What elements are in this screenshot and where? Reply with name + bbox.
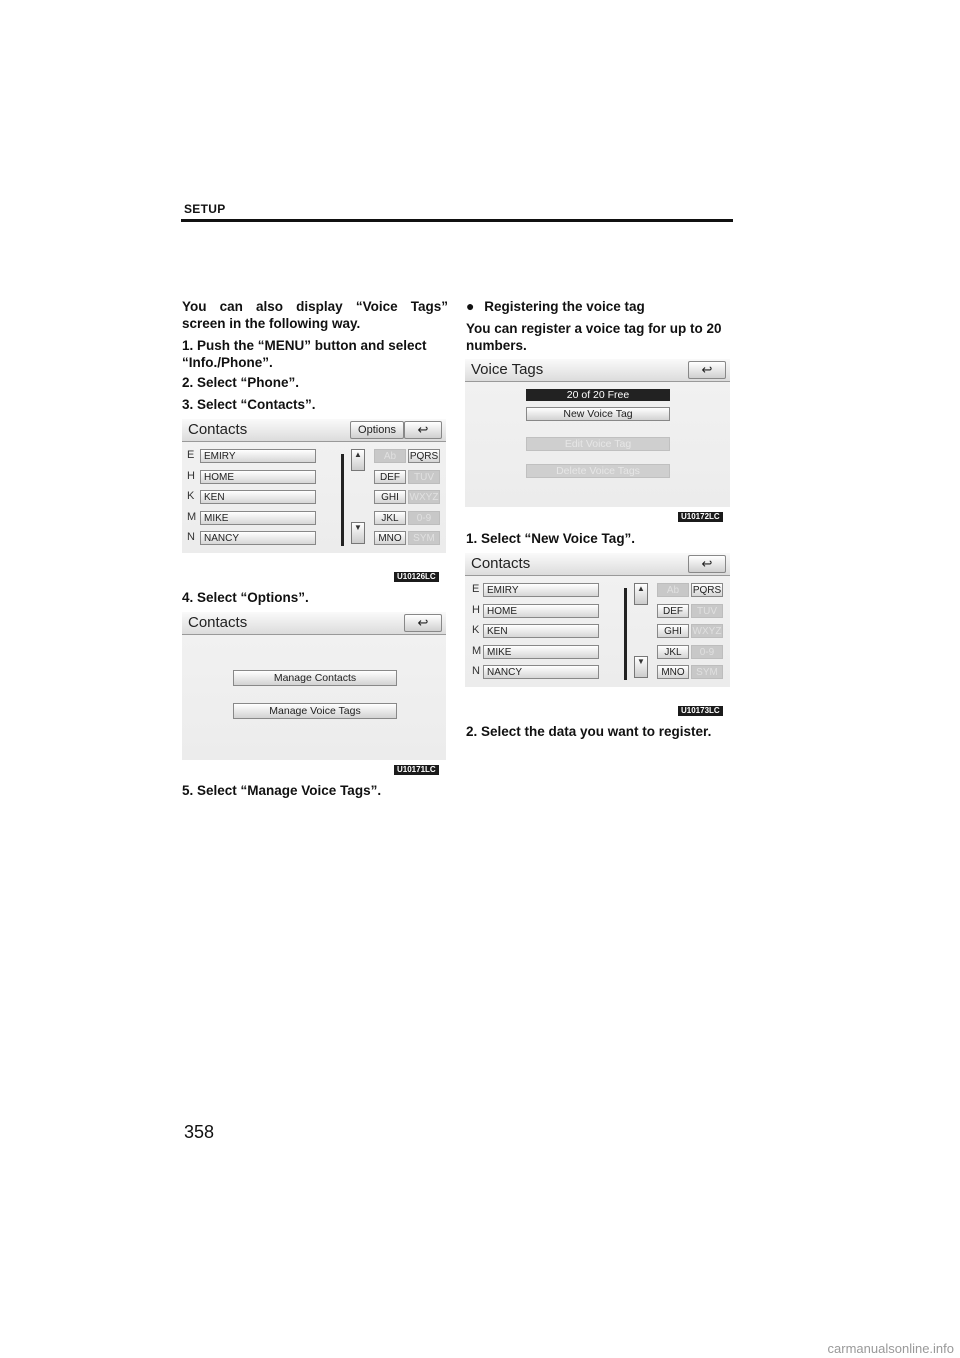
scroll-track [624, 588, 627, 680]
delete-voice-tags-button[interactable]: Delete Voice Tags [526, 464, 670, 478]
screen-contacts-options [182, 419, 446, 553]
contact-entry-home[interactable]: HOME [200, 470, 316, 484]
scroll-up-icon[interactable]: ▲ [634, 583, 648, 605]
figure-code: U10171LC [394, 765, 439, 775]
key-jkl[interactable]: JKL [374, 511, 406, 525]
screen-title: Contacts [471, 555, 531, 572]
key-def[interactable]: DEF [374, 470, 406, 484]
left-step1: 1. Push the “MENU” button and select “Info./Phone”. [182, 338, 427, 370]
index-letter: H [472, 604, 480, 616]
edit-voice-tag-button[interactable]: Edit Voice Tag [526, 437, 670, 451]
titlebar [182, 612, 446, 635]
key-sym[interactable]: SYM [408, 531, 440, 545]
key-ab[interactable]: Ab [657, 583, 689, 597]
scroll-up-icon[interactable]: ▲ [351, 449, 365, 471]
key-jkl[interactable]: JKL [657, 645, 689, 659]
key-ghi[interactable]: GHI [374, 490, 406, 504]
options-button[interactable]: Options [350, 421, 404, 439]
contact-entry-mike[interactable]: MIKE [483, 645, 599, 659]
contact-entry-emiry[interactable]: EMIRY [200, 449, 316, 463]
key-wxyz[interactable]: WXYZ [409, 492, 439, 503]
figure-code: U10126LC [394, 572, 439, 582]
key-wxyz[interactable]: WXYZ [692, 626, 722, 637]
watermark-text: carmanualsonline.info [827, 1341, 954, 1356]
key-ghi[interactable]: GHI [657, 624, 689, 638]
index-letter: M [472, 645, 482, 657]
right-intro: You can register a voice tag for up to 20 numbers. [466, 321, 722, 353]
screen-title: Contacts [188, 614, 248, 631]
left-step3: 3. Select “Contacts”. [182, 397, 316, 412]
bullet-icon: ● [466, 298, 475, 314]
index-letter: N [472, 665, 480, 677]
index-letter: H [187, 470, 195, 482]
contact-entry-ken[interactable]: KEN [483, 624, 599, 638]
screen-title: Contacts [188, 421, 248, 438]
index-letter: M [187, 511, 197, 523]
key-sym[interactable]: SYM [691, 665, 723, 679]
right-subheading [466, 298, 645, 315]
scroll-down-icon[interactable]: ▼ [351, 522, 365, 544]
left-step5: 5. Select “Manage Voice Tags”. [182, 783, 382, 798]
titlebar [465, 553, 730, 576]
back-icon[interactable]: ↩ [404, 614, 442, 632]
manage-voice-tags-button[interactable]: Manage Voice Tags [233, 703, 397, 719]
index-letter: E [472, 583, 480, 595]
left-step4: 4. Select “Options”. [182, 590, 309, 605]
figure-code: U10172LC [678, 512, 723, 522]
index-letter: K [187, 490, 195, 502]
left-step2: 2. Select “Phone”. [182, 375, 300, 390]
index-letter: K [472, 624, 480, 636]
key-pqrs[interactable]: PQRS [409, 451, 439, 462]
contact-entry-ken[interactable]: KEN [200, 490, 316, 504]
page-number: 358 [184, 1122, 215, 1142]
index-letter: N [187, 531, 195, 543]
right-step2: 2. Select the data you want to register. [466, 724, 712, 739]
key-0-9[interactable]: 0-9 [408, 511, 440, 525]
contact-entry-home[interactable]: HOME [483, 604, 599, 618]
manage-contacts-button[interactable]: Manage Contacts [233, 670, 397, 686]
contact-entry-mike[interactable]: MIKE [200, 511, 316, 525]
scroll-down-icon[interactable]: ▼ [634, 656, 648, 678]
index-letter: E [187, 449, 195, 461]
key-0-9[interactable]: 0-9 [691, 645, 723, 659]
key-def[interactable]: DEF [657, 604, 689, 618]
screen-contacts-menu [182, 612, 446, 760]
contact-entry-nancy[interactable]: NANCY [200, 531, 316, 545]
section-header: SETUP [184, 202, 226, 216]
back-icon[interactable]: ↩ [688, 361, 726, 379]
back-icon[interactable]: ↩ [404, 421, 442, 439]
contact-entry-emiry[interactable]: EMIRY [483, 583, 599, 597]
right-step1: 1. Select “New Voice Tag”. [466, 531, 636, 546]
screen-title: Voice Tags [471, 361, 544, 378]
back-icon[interactable]: ↩ [688, 555, 726, 573]
key-pqrs[interactable]: PQRS [692, 585, 722, 596]
figure-code: U10173LC [678, 706, 723, 716]
titlebar [465, 359, 730, 382]
screen-voice-tags [465, 359, 730, 507]
free-count-badge: 20 of 20 Free [526, 389, 670, 401]
left-intro: You can also display “Voice Tags” screen in the following way. [182, 299, 448, 331]
screen-contacts-list [465, 553, 730, 687]
header-rule [181, 219, 733, 222]
key-tuv[interactable]: TUV [691, 604, 723, 618]
key-ab[interactable]: Ab [374, 449, 406, 463]
subheading-text: Registering the voice tag [484, 299, 645, 314]
contact-entry-nancy[interactable]: NANCY [483, 665, 599, 679]
key-mno[interactable]: MNO [374, 531, 406, 545]
key-mno[interactable]: MNO [657, 665, 689, 679]
key-tuv[interactable]: TUV [408, 470, 440, 484]
scroll-track [341, 454, 344, 546]
new-voice-tag-button[interactable]: New Voice Tag [526, 407, 670, 421]
titlebar [182, 419, 446, 442]
